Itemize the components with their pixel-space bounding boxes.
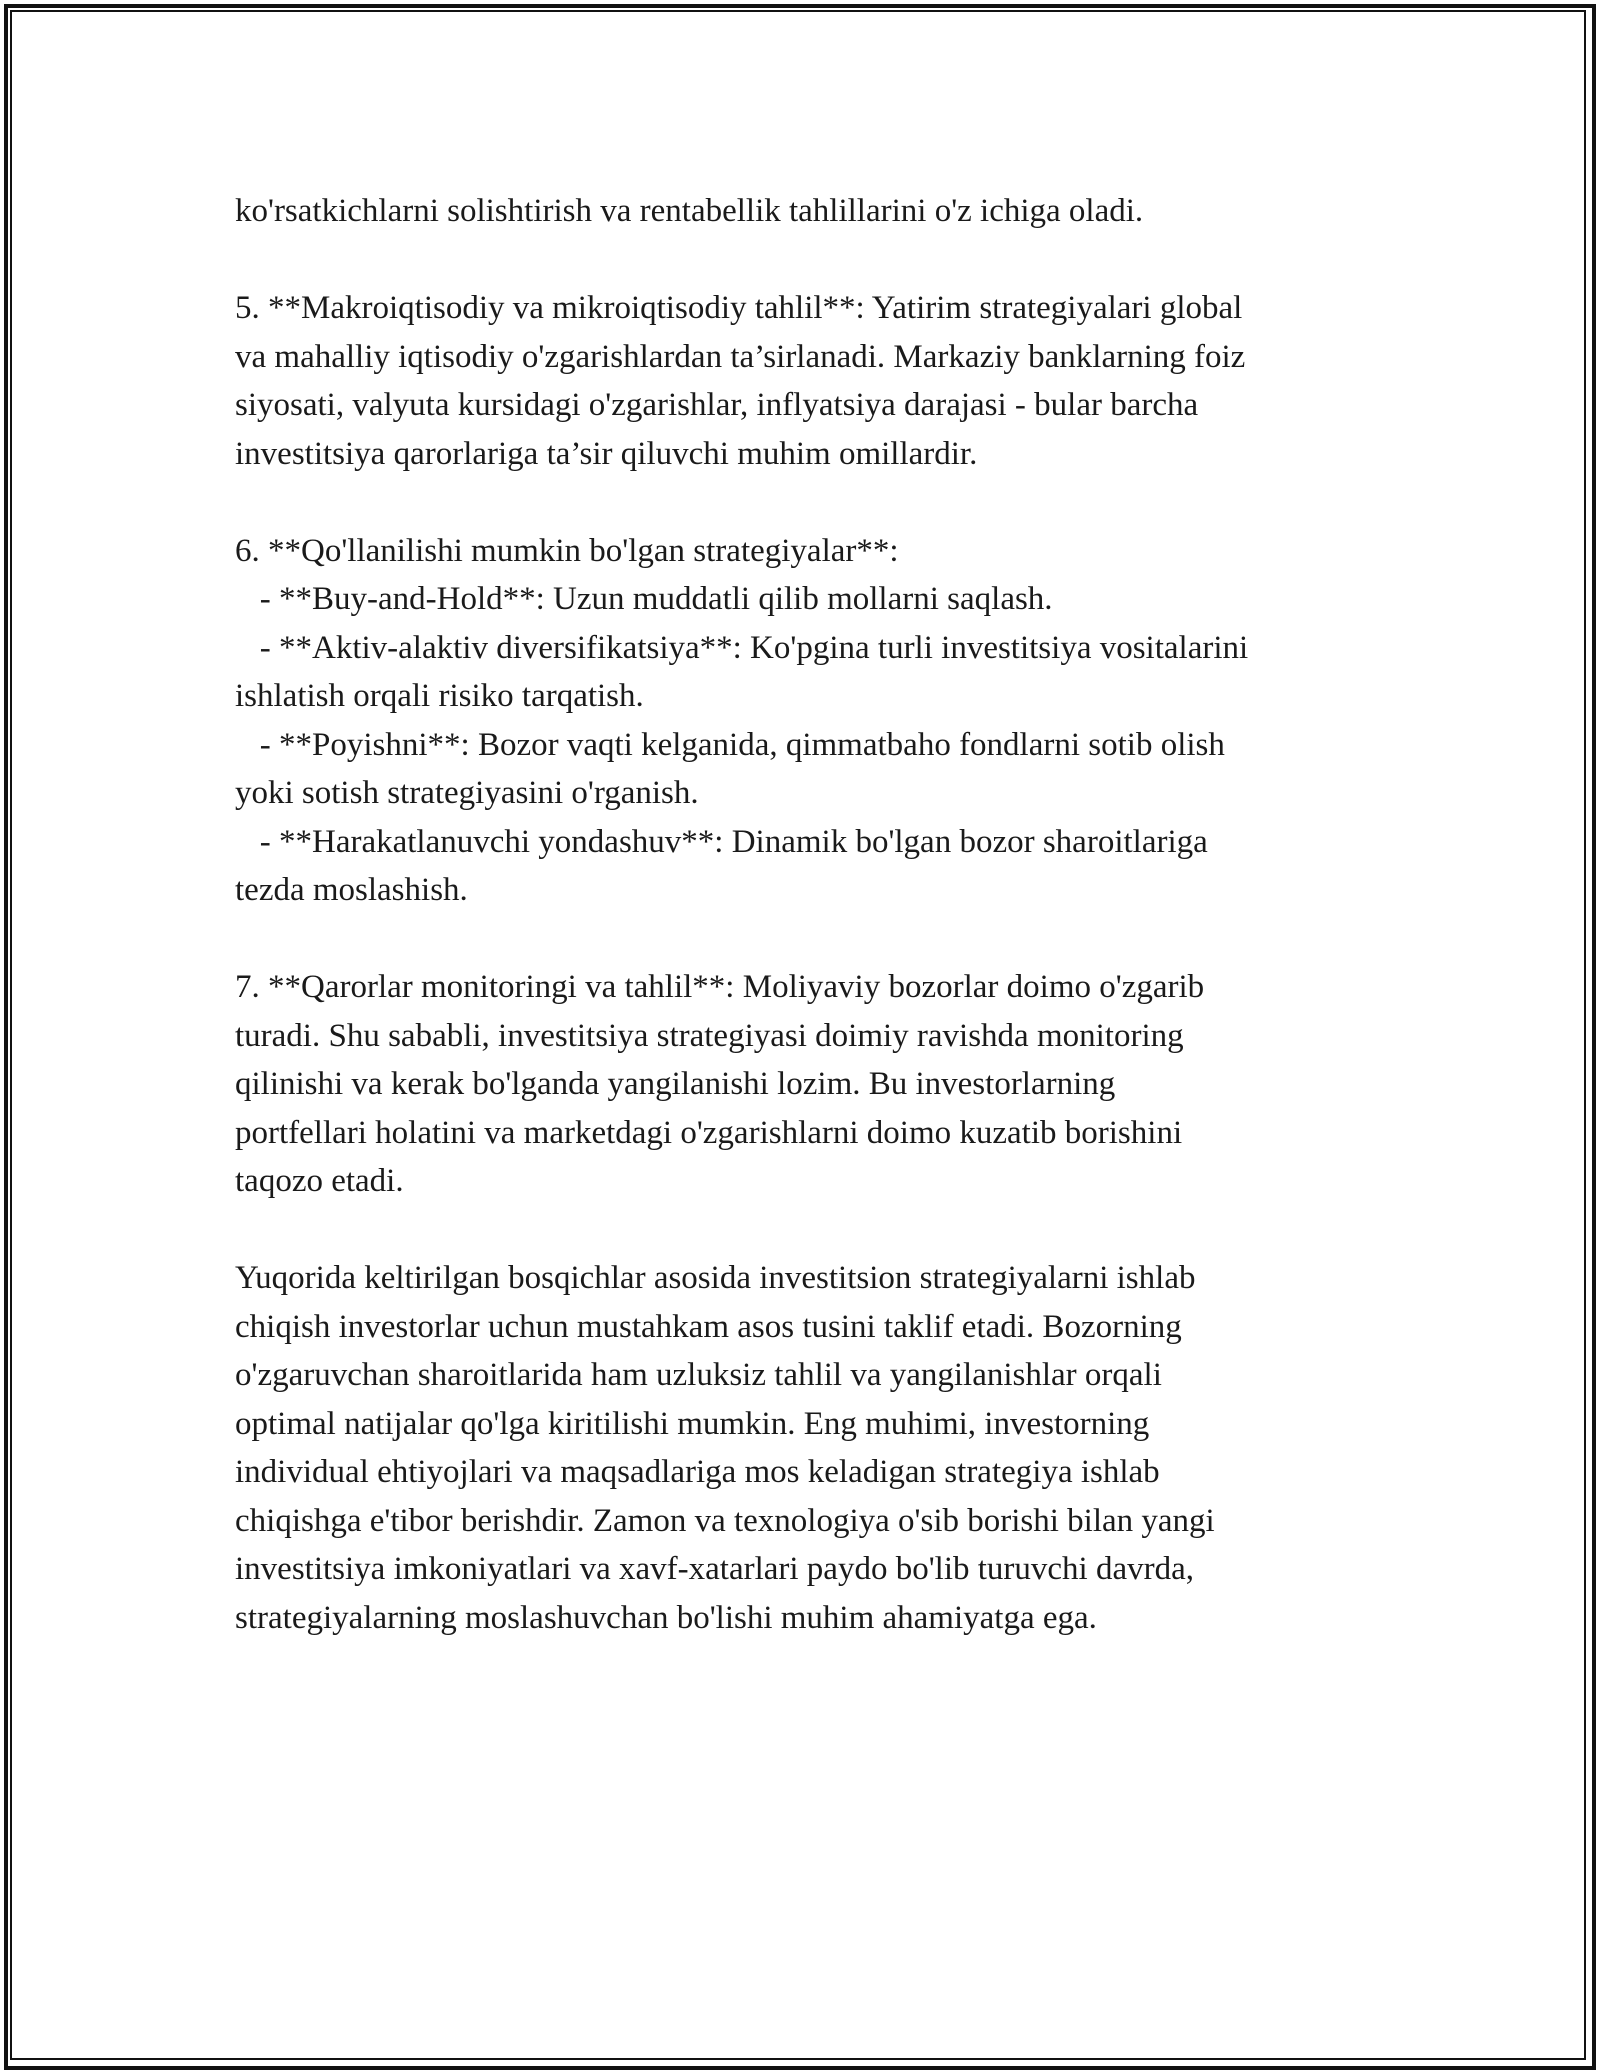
text-line: ishlatish orqali risiko tarqatish. <box>235 678 644 714</box>
list-item-dynamic-approach: - **Harakatlanuvchi yondashuv**: Dinamik bo'lgan bozor sharoitlariga <box>235 823 1208 860</box>
text-line: chiqishga e'tibor berishdir. Zamon va texnologiya o'sib borishi bilan yangi <box>235 1502 1215 1539</box>
text-line: investitsiya imkoniyatlari va xavf-xatarlari paydo bo'lib turuvchi davrda, <box>235 1551 1194 1587</box>
text-line: va mahalliy iqtisodiy o'zgarishlardan ta’sirlanadi. Markaziy banklarning foiz <box>235 338 1246 375</box>
list-item-buy-and-hold: - **Buy-and-Hold**: Uzun muddatli qilib mollarni saqlash. <box>235 581 1053 617</box>
text-line: investitsiya qarorlariga ta’sir qiluvchi muhim omillardir. <box>235 435 978 472</box>
text-line: portfellari holatini va marketdagi o'zgarishlarni doimo kuzatib borishini <box>235 1114 1183 1151</box>
document-body <box>235 187 1385 1642</box>
list-item-diversification: - **Aktiv-alaktiv diversifikatsiya**: Ko'pgina turli investitsiya vositalarini <box>235 629 1249 666</box>
section-6-heading-line: 6. **Qo'llanilishi mumkin bo'lgan strategiyalar**: <box>235 532 899 569</box>
text-line: o'zgaruvchan sharoitlarida ham uzluksiz tahlil va yangilanishlar orqali <box>235 1357 1162 1393</box>
text-line: siyosati, valyuta kursidagi o'zgarishlar, inflyatsiya darajasi - bular barcha <box>235 387 1199 423</box>
text-line: yoki sotish strategiyasini o'rganish. <box>235 775 699 811</box>
text-line: tezda moslashish. <box>235 872 468 908</box>
text-line: individual ehtiyojlari va maqsadlariga mos keladigan strategiya ishlab <box>235 1454 1160 1490</box>
text-line: turadi. Shu sababli, investitsiya strategiyasi doimiy ravishda monitoring <box>235 1017 1184 1054</box>
blank-line <box>235 478 1385 527</box>
text-line: ko'rsatkichlarni solishtirish va rentabellik tahlillarini o'z ichiga oladi. <box>235 193 1144 229</box>
list-item-poyishni: - **Poyishni**: Bozor vaqti kelganida, qimmatbaho fondlarni sotib olish <box>235 726 1225 763</box>
text-line: strategiyalarning moslashuvchan bo'lishi muhim ahamiyatga ega. <box>235 1599 1097 1636</box>
section-5-heading-line: 5. **Makroiqtisodiy va mikroiqtisodiy tahlil**: Yatirim strategiyalari global <box>235 290 1243 326</box>
text-line: qilinishi va kerak bo'lganda yangilanishi lozim. Bu investorlarning <box>235 1066 1116 1102</box>
conclusion-paragraph-line: Yuqorida keltirilgan bosqichlar asosida investitsion strategiyalarni ishlab <box>235 1260 1196 1296</box>
blank-line <box>235 915 1385 964</box>
blank-line <box>235 1206 1385 1255</box>
text-line: chiqish investorlar uchun mustahkam asos tusini taklif etadi. Bozorning <box>235 1308 1182 1345</box>
blank-line <box>235 236 1385 285</box>
section-7-heading-line: 7. **Qarorlar monitoringi va tahlil**: Moliyaviy bozorlar doimo o'zgarib <box>235 969 1205 1005</box>
text-line: taqozo etadi. <box>235 1163 404 1199</box>
text-line: optimal natijalar qo'lga kiritilishi mumkin. Eng muhimi, investorning <box>235 1405 1150 1442</box>
